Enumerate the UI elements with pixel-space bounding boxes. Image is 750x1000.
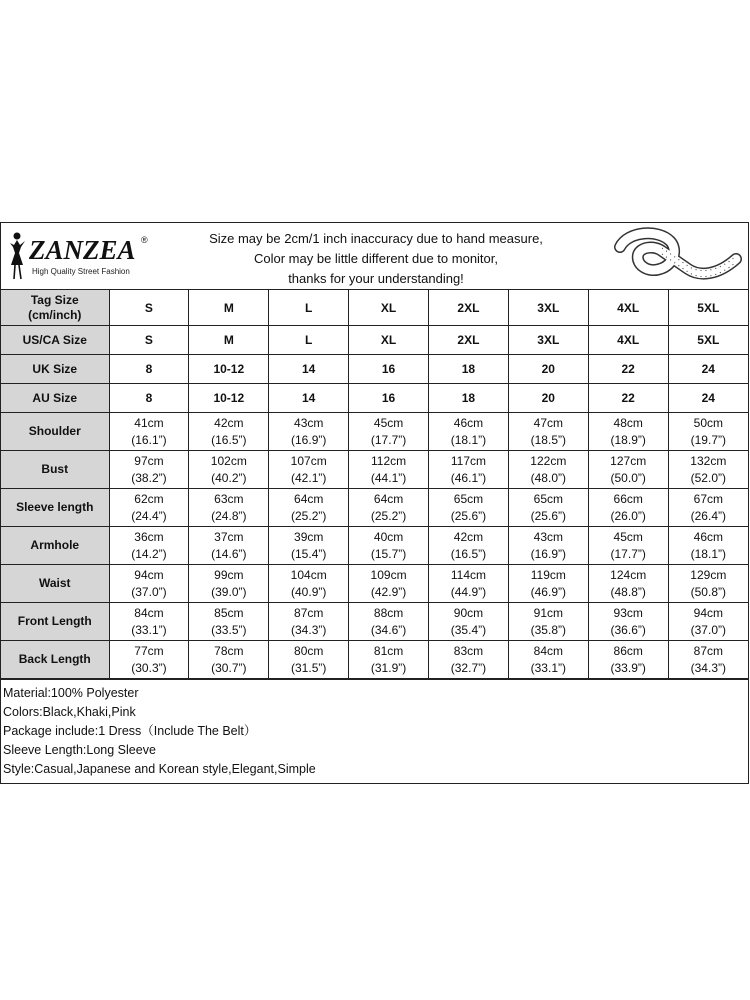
- measurement-cell: [349, 413, 429, 451]
- measurement-notice: [171, 229, 581, 289]
- measurement-inch: (52.0”): [690, 470, 726, 485]
- measurement-cell: [508, 527, 588, 565]
- measurement-row: [1, 603, 748, 641]
- size-row: [1, 384, 748, 413]
- size-cell: 5XL: [668, 290, 748, 326]
- row-header: [1, 355, 109, 384]
- measurement-cm: 46cm: [693, 529, 723, 544]
- measurement-cell: [588, 565, 668, 603]
- measurement-cell: [349, 451, 429, 489]
- size-cell: 8: [109, 355, 189, 384]
- measurement-cell: [508, 603, 588, 641]
- size-cell: 2XL: [429, 290, 509, 326]
- package-line: Package include:1 Dress（Include The Belt）: [3, 724, 257, 738]
- size-cell: M: [189, 290, 269, 326]
- measurement-cell: [588, 527, 668, 565]
- measurement-cell: [189, 565, 269, 603]
- measurement-inch: (33.9”): [610, 660, 646, 675]
- measurement-cell: [189, 489, 269, 527]
- measurement-cm: 102cm: [210, 453, 247, 468]
- measurement-cell: [109, 527, 189, 565]
- row-header-label: UK Size: [32, 361, 78, 376]
- measurement-inch: (34.6”): [370, 622, 407, 637]
- row-header: Sleeve length: [1, 489, 109, 527]
- size-cell: 18: [429, 355, 509, 384]
- measurement-inch: (17.7”): [610, 546, 646, 561]
- measurement-inch: (37.0”): [690, 622, 726, 637]
- row-header: [1, 326, 109, 355]
- row-header-label: Tag Size: [30, 292, 79, 307]
- measurement-inch: (15.7”): [370, 546, 407, 561]
- measurement-cm: 65cm: [453, 491, 484, 506]
- row-header: Armhole: [1, 527, 109, 565]
- size-cell: M: [189, 326, 269, 355]
- measurement-cell: [269, 489, 349, 527]
- measurement-cm: 109cm: [370, 567, 407, 582]
- measurement-cm: 85cm: [214, 605, 244, 620]
- row-header: Waist: [1, 565, 109, 603]
- size-cell: 3XL: [508, 290, 588, 326]
- measurement-cell: [349, 527, 429, 565]
- measurement-cm: 84cm: [533, 643, 563, 658]
- measurement-inch: (50.0”): [610, 470, 646, 485]
- measurement-row: [1, 641, 748, 679]
- measurement-cell: [668, 489, 748, 527]
- measuring-tape-icon: [614, 225, 744, 287]
- size-cell: S: [109, 326, 189, 355]
- size-cell: 16: [349, 384, 429, 413]
- measurement-cell: [109, 489, 189, 527]
- row-header: [1, 290, 109, 326]
- measurement-cell: [269, 641, 349, 679]
- size-cell: XL: [349, 326, 429, 355]
- measurement-cell: [269, 603, 349, 641]
- measurement-inch: (17.7”): [370, 432, 407, 447]
- measurement-inch: (18.1”): [450, 432, 487, 447]
- brand-name: ZANZEA: [29, 235, 136, 265]
- measurement-inch: (31.9”): [370, 660, 407, 675]
- measurement-cm: 84cm: [134, 605, 164, 620]
- size-cell: 2XL: [429, 326, 509, 355]
- measurement-cell: [429, 641, 509, 679]
- measurement-cell: [429, 451, 509, 489]
- measurement-inch: (16.9”): [291, 432, 327, 447]
- measurement-cm: 124cm: [610, 567, 647, 582]
- measurement-cm: 45cm: [613, 529, 643, 544]
- measurement-cell: [109, 641, 189, 679]
- measurement-cm: 132cm: [690, 453, 727, 468]
- measurement-cell: [349, 565, 429, 603]
- measurement-cm: 97cm: [134, 453, 164, 468]
- measurement-cm: 127cm: [610, 453, 647, 468]
- measurement-cm: 43cm: [533, 529, 563, 544]
- size-cell: 14: [269, 384, 349, 413]
- measurement-cell: [269, 413, 349, 451]
- brand-tagline: High Quality Street Fashion: [32, 267, 130, 276]
- measurement-cm: 99cm: [214, 567, 244, 582]
- size-cell: 10-12: [189, 355, 269, 384]
- measurement-cm: 122cm: [530, 453, 567, 468]
- size-cell: 16: [349, 355, 429, 384]
- measurement-inch: (18.1”): [690, 546, 726, 561]
- measurement-inch: (26.0”): [610, 508, 646, 523]
- measurement-inch: (14.2”): [131, 546, 167, 561]
- measurement-inch: (16.1”): [131, 432, 167, 447]
- measurement-cell: [109, 413, 189, 451]
- measurement-inch: (35.4”): [450, 622, 487, 637]
- measurement-inch: (39.0”): [211, 584, 247, 599]
- measurement-cell: [269, 451, 349, 489]
- row-header: Back Length: [1, 641, 109, 679]
- measurement-cm: 119cm: [530, 567, 566, 582]
- size-cell: 8: [109, 384, 189, 413]
- measurement-cell: [269, 527, 349, 565]
- sleeve-line: Sleeve Length:Long Sleeve: [3, 743, 156, 757]
- size-cell: 18: [429, 384, 509, 413]
- measurement-cell: [588, 451, 668, 489]
- measurement-cm: 64cm: [294, 491, 324, 506]
- brand-logo: [5, 231, 155, 283]
- measurement-cm: 86cm: [613, 643, 643, 658]
- measurement-cm: 94cm: [693, 605, 723, 620]
- measurement-cell: [109, 603, 189, 641]
- measurement-cm: 41cm: [134, 415, 164, 430]
- size-cell: L: [269, 326, 349, 355]
- style-line: Style:Casual,Japanese and Korean style,Elegant,Simple: [3, 762, 316, 776]
- notice-line: Color may be little different due to monitor,: [254, 251, 498, 266]
- size-cell: 14: [269, 355, 349, 384]
- measurement-inch: (38.2”): [131, 470, 167, 485]
- measurement-inch: (25.2”): [291, 508, 327, 523]
- measurement-row: [1, 565, 748, 603]
- measurement-inch: (46.1”): [450, 470, 487, 485]
- measurement-cm: 46cm: [453, 415, 484, 430]
- measurement-cm: 87cm: [693, 643, 723, 658]
- measurement-cm: 87cm: [294, 605, 324, 620]
- measurement-row: [1, 451, 748, 489]
- measurement-row: [1, 527, 748, 565]
- row-header-label: US/CA Size: [22, 332, 87, 347]
- measurement-inch: (48.0”): [530, 470, 566, 485]
- measurement-inch: (25.2”): [370, 508, 407, 523]
- measurement-cm: 42cm: [453, 529, 484, 544]
- measurement-inch: (33.5”): [211, 622, 247, 637]
- measurement-inch: (30.3”): [131, 660, 167, 675]
- measurement-cm: 67cm: [693, 491, 723, 506]
- measurement-cell: [189, 527, 269, 565]
- registered-mark: ®: [141, 235, 148, 245]
- row-header: Shoulder: [1, 413, 109, 451]
- measurement-cell: [429, 413, 509, 451]
- measurement-inch: (35.8”): [530, 622, 566, 637]
- measurement-inch: (25.6”): [530, 508, 566, 523]
- measurement-inch: (48.8”): [610, 584, 646, 599]
- measurement-inch: (36.6”): [610, 622, 646, 637]
- measurement-cm: 47cm: [533, 415, 563, 430]
- size-chart: [0, 222, 749, 784]
- measurement-cm: 114cm: [450, 567, 486, 582]
- measurement-inch: (30.7”): [211, 660, 247, 675]
- measurement-cm: 104cm: [290, 567, 327, 582]
- row-header: [1, 384, 109, 413]
- measurement-inch: (37.0”): [131, 584, 167, 599]
- size-row: [1, 355, 748, 384]
- measurement-cell: [668, 603, 748, 641]
- measurement-cell: [349, 489, 429, 527]
- measurement-inch: (24.4”): [131, 508, 167, 523]
- measurement-inch: (18.5”): [530, 432, 566, 447]
- notice-line: Size may be 2cm/1 inch inaccuracy due to hand measure,: [209, 231, 543, 246]
- measurement-inch: (34.3”): [690, 660, 726, 675]
- banner: [1, 223, 748, 290]
- row-header-label: AU Size: [32, 390, 78, 405]
- measurement-cm: 64cm: [373, 491, 404, 506]
- measurement-cell: [588, 489, 668, 527]
- measurement-inch: (15.4”): [291, 546, 327, 561]
- measurement-cm: 63cm: [214, 491, 244, 506]
- material-line: Material:100% Polyester: [3, 686, 139, 700]
- measurement-cm: 43cm: [294, 415, 324, 430]
- measurement-cell: [429, 527, 509, 565]
- measurement-cm: 80cm: [294, 643, 324, 658]
- measurement-inch: (42.9”): [370, 584, 407, 599]
- measurement-cell: [189, 413, 269, 451]
- measurement-cell: [508, 489, 588, 527]
- measurement-cm: 88cm: [373, 605, 404, 620]
- measurement-inch: (16.5”): [450, 546, 487, 561]
- measurement-cm: 36cm: [134, 529, 164, 544]
- measurement-inch: (16.5”): [211, 432, 247, 447]
- measurement-inch: (33.1”): [530, 660, 566, 675]
- measurement-cm: 112cm: [370, 453, 407, 468]
- measurement-inch: (32.7”): [450, 660, 487, 675]
- measurement-cm: 39cm: [294, 529, 324, 544]
- measurement-inch: (44.1”): [370, 470, 407, 485]
- measurement-inch: (19.7”): [690, 432, 726, 447]
- measurement-cm: 37cm: [214, 529, 244, 544]
- measurement-cm: 66cm: [613, 491, 643, 506]
- size-cell: 3XL: [508, 326, 588, 355]
- measurement-row: [1, 489, 748, 527]
- size-cell: 20: [508, 355, 588, 384]
- measurement-inch: (24.8”): [211, 508, 247, 523]
- size-cell: 10-12: [189, 384, 269, 413]
- measurement-cell: [109, 451, 189, 489]
- measurement-cm: 81cm: [373, 643, 404, 658]
- measurement-inch: (40.2”): [211, 470, 247, 485]
- size-cell: L: [269, 290, 349, 326]
- measurement-cell: [349, 641, 429, 679]
- measurement-inch: (25.6”): [450, 508, 487, 523]
- measurement-cell: [588, 641, 668, 679]
- measurement-cell: [588, 603, 668, 641]
- size-cell: 5XL: [668, 326, 748, 355]
- measurement-cell: [109, 565, 189, 603]
- measurement-inch: (14.6”): [211, 546, 247, 561]
- colors-line: Colors:Black,Khaki,Pink: [3, 705, 136, 719]
- size-cell: 4XL: [588, 326, 668, 355]
- measurement-cm: 48cm: [613, 415, 643, 430]
- size-cell: S: [109, 290, 189, 326]
- size-cell: XL: [349, 290, 429, 326]
- measurement-cell: [508, 413, 588, 451]
- measurement-cell: [189, 603, 269, 641]
- size-cell: 4XL: [588, 290, 668, 326]
- measurement-cell: [189, 451, 269, 489]
- measurement-cm: 129cm: [690, 567, 727, 582]
- measurement-cm: 65cm: [533, 491, 563, 506]
- measurement-cm: 83cm: [453, 643, 484, 658]
- row-header: Front Length: [1, 603, 109, 641]
- row-header-label: (cm/inch): [28, 307, 82, 322]
- measurement-row: [1, 413, 748, 451]
- measurement-cell: [508, 641, 588, 679]
- measurement-inch: (26.4”): [690, 508, 726, 523]
- measurement-inch: (40.9”): [291, 584, 327, 599]
- measurement-cm: 42cm: [214, 415, 244, 430]
- measurement-cm: 77cm: [134, 643, 164, 658]
- measurement-cm: 93cm: [613, 605, 643, 620]
- fashion-model-icon: [5, 231, 29, 281]
- measurement-inch: (31.5”): [291, 660, 327, 675]
- size-cell: 22: [588, 355, 668, 384]
- row-header: Bust: [1, 451, 109, 489]
- measurement-inch: (46.9”): [530, 584, 566, 599]
- measurement-inch: (50.8”): [690, 584, 726, 599]
- size-row: [1, 326, 748, 355]
- measurement-inch: (18.9”): [610, 432, 646, 447]
- measurement-cell: [269, 565, 349, 603]
- measurement-cm: 117cm: [450, 453, 486, 468]
- measurement-cell: [429, 603, 509, 641]
- measurement-cell: [588, 413, 668, 451]
- measurement-cm: 50cm: [693, 415, 723, 430]
- size-cell: 24: [668, 355, 748, 384]
- measurement-cm: 94cm: [134, 567, 164, 582]
- measurement-cm: 107cm: [290, 453, 327, 468]
- measurement-cell: [668, 451, 748, 489]
- measurement-cell: [668, 527, 748, 565]
- measurement-cell: [508, 451, 588, 489]
- measurement-cm: 40cm: [373, 529, 404, 544]
- measurement-inch: (33.1”): [131, 622, 167, 637]
- measurement-cm: 45cm: [373, 415, 404, 430]
- measurement-cell: [429, 565, 509, 603]
- measurement-cm: 62cm: [134, 491, 164, 506]
- notice-line: thanks for your understanding!: [288, 271, 464, 286]
- measurement-cell: [668, 413, 748, 451]
- measurement-inch: (42.1”): [291, 470, 327, 485]
- measurement-cell: [429, 489, 509, 527]
- measurement-inch: (34.3”): [291, 622, 327, 637]
- measurement-cell: [668, 565, 748, 603]
- measurement-cell: [508, 565, 588, 603]
- measurement-cm: 91cm: [533, 605, 563, 620]
- size-cell: 24: [668, 384, 748, 413]
- measurement-cm: 78cm: [214, 643, 244, 658]
- measurement-cell: [189, 641, 269, 679]
- measurement-cm: 90cm: [453, 605, 484, 620]
- measurement-cell: [349, 603, 429, 641]
- measurement-inch: (16.9”): [530, 546, 566, 561]
- size-row: [1, 290, 748, 326]
- size-cell: 22: [588, 384, 668, 413]
- product-details: [1, 679, 748, 783]
- size-table: [1, 290, 748, 679]
- measurement-inch: (44.9”): [450, 584, 487, 599]
- size-cell: 20: [508, 384, 588, 413]
- measurement-cell: [668, 641, 748, 679]
